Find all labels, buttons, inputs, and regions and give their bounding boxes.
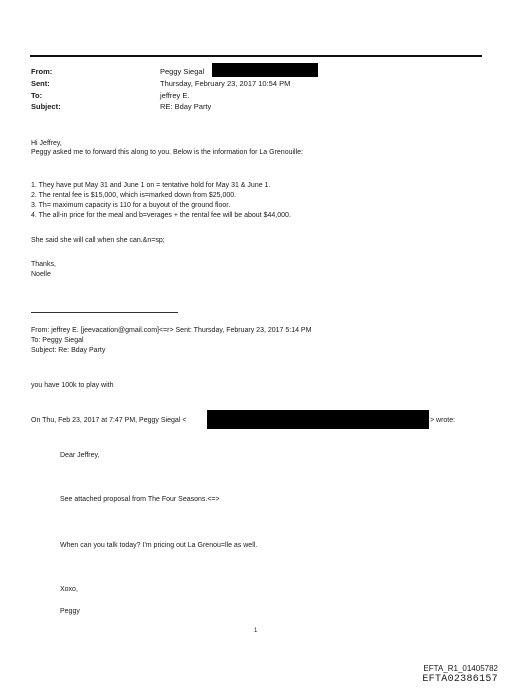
intro-text: Peggy asked me to forward this along to you. Below is the information for La Grenouille: bbox=[31, 149, 303, 156]
thanks-text: Thanks, bbox=[31, 261, 56, 268]
from-label: From: bbox=[31, 67, 53, 76]
quote-sign: Peggy bbox=[60, 608, 80, 615]
forward-from-line: From: jeffrey E. [jeevacation@gmail.com]<=r> Sent: Thursday, February 23, 2017 5:14 PM bbox=[31, 327, 312, 334]
quote-header: On Thu, Feb 23, 2017 at 7:47 PM, Peggy Siegal < bbox=[31, 417, 187, 424]
forward-subject-line: Subject: Re: Bday Party bbox=[31, 347, 106, 354]
separator-line bbox=[31, 312, 178, 313]
list-item: 1. They have put May 31 and June 1 on = tentative hold for May 31 & June 1. bbox=[31, 182, 271, 189]
page-number: 1 bbox=[254, 628, 258, 634]
quote-wrote: > wrote: bbox=[430, 417, 456, 424]
list-item: 4. The all-in price for the meal and b=verages + the rental fee will be about $44,000. bbox=[31, 212, 291, 219]
from-value: Peggy Siegal bbox=[160, 67, 205, 76]
callback-text: She said she will call when she can.&n=sp; bbox=[31, 237, 165, 244]
to-value: jeffrey E. bbox=[160, 91, 190, 100]
to-label: To: bbox=[31, 91, 43, 100]
quote-dear: Dear Jeffrey, bbox=[60, 452, 100, 459]
greeting: Hi Jeffrey, bbox=[31, 140, 62, 147]
sent-value: Thursday, February 23, 2017 10:54 PM bbox=[160, 79, 291, 88]
sent-label: Sent: bbox=[31, 79, 50, 88]
header-rule bbox=[30, 55, 482, 57]
subject-value: RE: Bday Party bbox=[160, 102, 212, 111]
redaction-block bbox=[212, 63, 318, 77]
quote-proposal: See attached proposal from The Four Seasons.<=> bbox=[60, 496, 220, 503]
list-item: 3. Th= maximum capacity is 110 for a buyout of the ground floor. bbox=[31, 202, 231, 209]
bates-number-secondary: EFTA02386157 bbox=[422, 674, 498, 685]
forward-message: you have 100k to play with bbox=[31, 382, 114, 389]
forward-to-line: To: Peggy Siegal bbox=[31, 337, 84, 344]
quote-xoxo: Xoxo, bbox=[60, 586, 78, 593]
redaction-block bbox=[207, 410, 429, 429]
signature-text: Noelle bbox=[31, 271, 51, 278]
quote-question: When can you talk today? I'm pricing out La Grenou=lle as well. bbox=[60, 542, 258, 549]
subject-label: Subject: bbox=[31, 102, 61, 111]
list-item: 2. The rental fee is $15,000, which is=marked down from $25,000. bbox=[31, 192, 237, 199]
bates-number-primary: EFTA_R1_01405782 bbox=[423, 664, 498, 673]
